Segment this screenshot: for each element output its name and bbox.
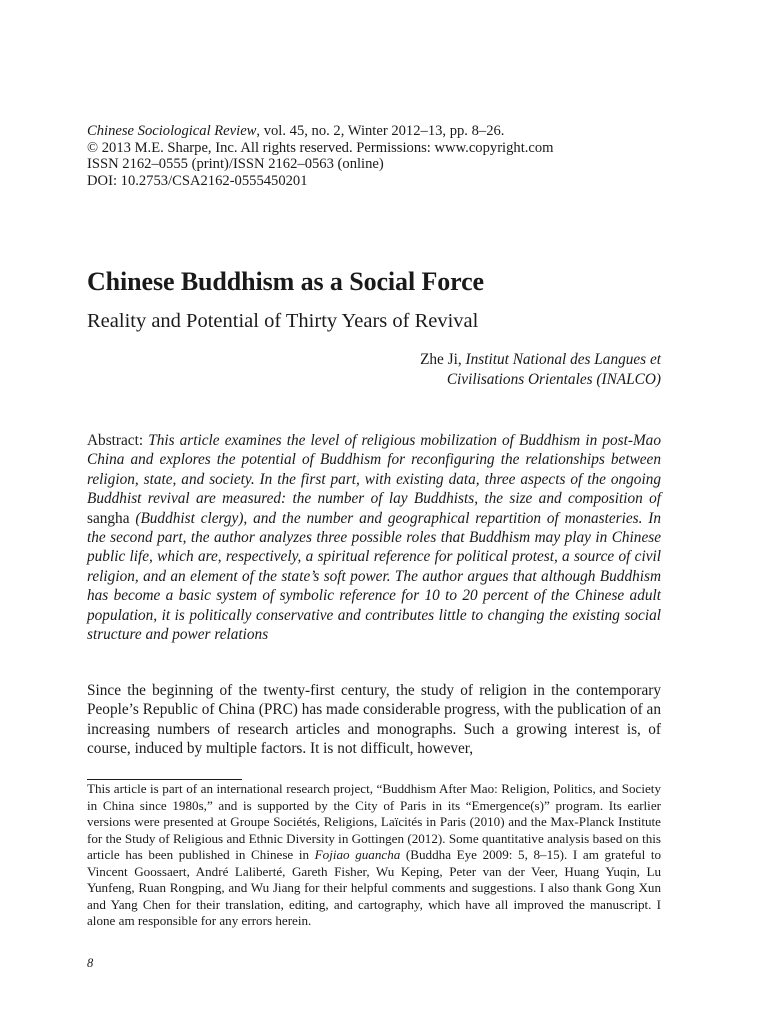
footnote-text-2: (Buddha Eye 2009: 5, 8–15). I am grateful to Vincent Goossaert, André Laliberté, Gareth Fisher, Wu Keping, Peter van der Veer, Huang Yuqin, Lu Yunfeng, Ruan Rongping, and Wu Jiang for their helpful comments and suggestions. I also thank Gong Xun and Yang Chen for their translation, editing, and cartography, which have all improved the manuscript. I alone am responsible for any errors herein. xyxy=(87,847,662,928)
issn-line: ISSN 2162–0555 (print)/ISSN 2162–0563 (online) xyxy=(87,156,384,172)
footnote xyxy=(87,781,661,930)
author-byline xyxy=(420,350,661,389)
abstract-label: Abstract: xyxy=(87,432,149,449)
abstract-text-1: This article examines the level of religious mobilization of Buddhism in post-Mao China and explores the potential of Buddhism for reconfiguring the relationships between religion, state, and society. In the first part, with existing data, three aspects of the ongoing Buddhist revival are measured: the number of lay Buddhists, the size and composition of xyxy=(87,432,661,508)
journal-name: Chinese Sociological Review xyxy=(87,123,257,139)
footnote-divider xyxy=(87,779,242,780)
footnote-italic-title: Fojiao guancha xyxy=(314,847,401,862)
author-name: Zhe Ji, xyxy=(420,351,466,368)
abstract-sangha: sangha xyxy=(87,509,130,527)
citation-details: , vol. 45, no. 2, Winter 2012–13, pp. 8–26. xyxy=(256,123,505,139)
citation-line xyxy=(87,123,661,140)
citation-header xyxy=(87,123,661,189)
abstract-text-2: (Buddhist clergy), and the number and geographical repartition of monasteries. In the second part, the author analyzes three possible roles that Buddhism may play in Chinese public life, which are, respectively, a spiritual reference for political protest, a source of civil religion, and an element of the state’s soft power. The author argues that although Buddhism has become a basic system of symbolic reference for 10 to 20 percent of the Chinese adult population, it is politically conservative and contributes little to changing the existing social structure and power relations xyxy=(87,509,661,644)
doi-line: DOI: 10.2753/CSA2162-0555450201 xyxy=(87,172,308,189)
page-number: 8 xyxy=(87,956,94,970)
abstract xyxy=(87,431,661,644)
author-line-1 xyxy=(420,350,661,370)
copyright-line: © 2013 M.E. Sharpe, Inc. All rights reserved. Permissions: www.copyright.com xyxy=(87,139,554,156)
author-affiliation-1: Institut National des Langues et xyxy=(465,351,661,368)
article-subtitle: Reality and Potential of Thirty Years of Revival xyxy=(87,310,479,332)
footnote-text-1: This article is part of an international research project, “Buddhism After Mao: Religion, Politics, and Society in China since 1980s,” and is supported by the City of Paris in its “Emergence(s)” program. Its earlier versions were presented at Groupe Sociétés, Religions, Laïcités in Paris (2010) and the Max-Planck Institute for the Study of Religious and Ethnic Diversity in Gottingen (2012). Some quantitative analysis based on this article has been published in Chinese in xyxy=(87,781,661,862)
author-affiliation-2: Civilisations Orientales (INALCO) xyxy=(446,370,661,388)
article-title: Chinese Buddhism as a Social Force xyxy=(87,267,484,296)
body-paragraph: Since the beginning of the twenty-first century, the study of religion in the contemporary People’s Republic of China (PRC) has made considerable progress, with the publication of an increasing numbers of research articles and monographs. Such a growing interest is, of course, induced by multiple factors. It is not difficult, however, xyxy=(87,682,661,758)
